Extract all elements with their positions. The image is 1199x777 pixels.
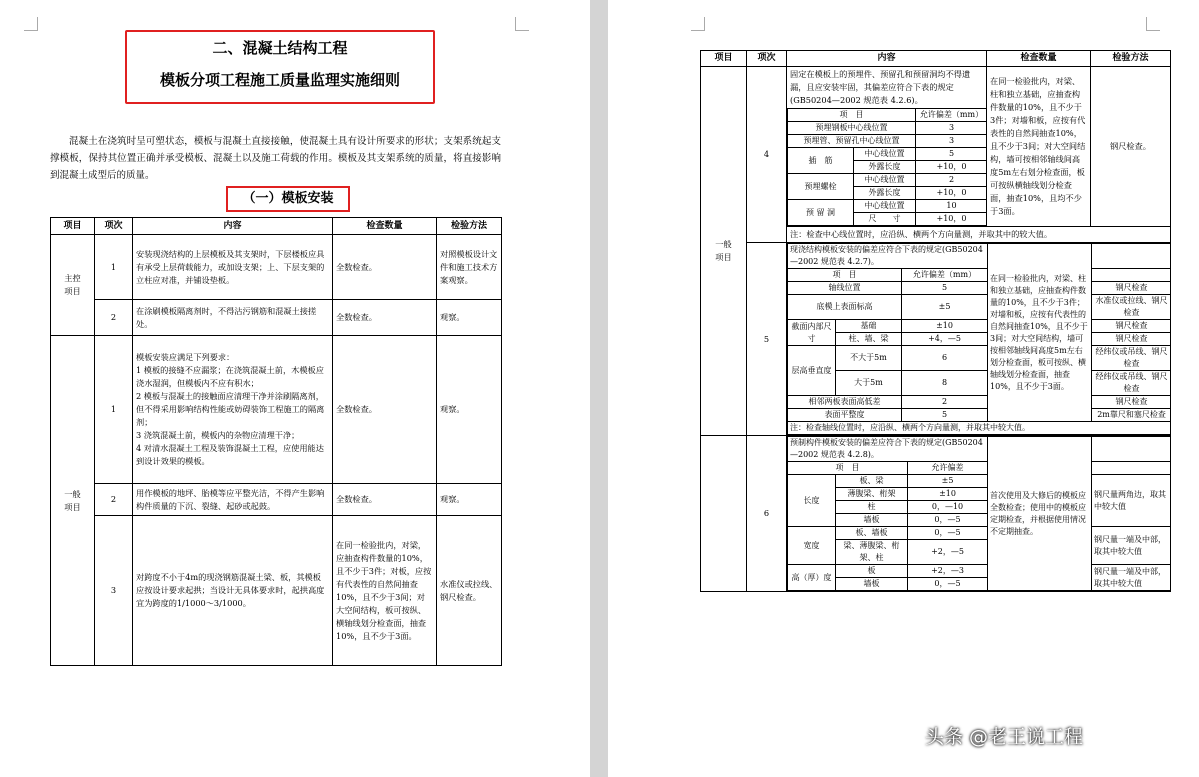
row-no: 4 <box>747 67 787 243</box>
row-no: 1 <box>95 336 133 484</box>
sub-item: 基础 <box>836 320 902 333</box>
sub-value: 3 <box>916 122 987 135</box>
table-row <box>701 67 1171 227</box>
sub-value: 3 <box>916 135 987 148</box>
sub-head: 允许偏差 <box>908 462 988 475</box>
sub-item: 中心线位置 <box>854 200 916 213</box>
sub-value: 8 <box>902 371 988 396</box>
row-method: 观察。 <box>437 336 502 484</box>
row-content: 在涂刷模板隔离剂时，不得沾污钢筋和混凝土接搓处。 <box>133 300 333 336</box>
sub-item: 板 <box>836 565 908 578</box>
sub-value: +4，—5 <box>902 333 988 346</box>
sub-item: 外露长度 <box>854 187 916 200</box>
sub-value: +2，—5 <box>908 540 988 565</box>
sub-value: 0，—10 <box>908 501 988 514</box>
row-qty: 全数检查。 <box>333 235 437 300</box>
table-row <box>51 484 502 516</box>
sub-value: 5 <box>902 282 988 295</box>
sub-item: 轴线位置 <box>788 282 902 295</box>
sub-head: 项 目 <box>788 269 902 282</box>
sub-item: 表面平整度 <box>788 409 902 422</box>
row-content: 对跨度不小于4m的现浇钢筋混凝土梁、板，其模板应按设计要求起拱；当设计无具体要求时，起拱高度宜为跨度的1/1000～3/1000。 <box>133 516 333 666</box>
sub-value: ±10 <box>908 488 988 501</box>
sub-item: 薄腹梁、桁架 <box>836 488 908 501</box>
header-qty: 检查数量 <box>987 51 1091 67</box>
title-line-1: 二、混凝土结构工程 <box>212 39 348 57</box>
crop-mark <box>1146 17 1160 31</box>
sub-value: +10，0 <box>916 187 987 200</box>
row-qty: 首次使用及大修后的模板应全数检查；使用中的模板应定期检查，并根据使用情况不定期抽查。 <box>988 437 1092 591</box>
intro-paragraph: 混凝土在浇筑时呈可塑状态，模板与混凝土直接接触，使混凝土具有设计所要求的形状；支架系统起支撑模板，保持其位置正确并承受模板、混凝土以及施工荷载的作用。模板及其支架系统的质量，将直接影响到混凝土成型后的质量。 <box>50 136 501 181</box>
sub-item: 板、梁 <box>836 475 908 488</box>
sub-value: ±5 <box>908 475 988 488</box>
formwork-deviation-table <box>700 50 1171 592</box>
sub-value: 5 <box>916 148 987 161</box>
sub-item: 中心线位置 <box>854 148 916 161</box>
group-general: 一般 项目 <box>51 336 95 666</box>
table-row <box>51 336 502 484</box>
sub-method: 钢尺量两角边，取其中较大值 <box>1092 475 1171 527</box>
sub-item: 墙板 <box>836 578 908 591</box>
row-content: 模板安装应满足下列要求： 1 模板的接缝不应漏浆；在浇筑混凝土前，木模板应浇水湿润，但模板内不应有积水； 2 模板与混凝土的接触面应清理干净并涂刷隔离剂，但不得采用影响结构性能或妨碍装饰工程施工的隔离剂； 3 浇筑混凝土前，模板内的杂物应清理干净； 4 对清水混凝土工程及装饰混凝土工程，应使用能达到设计效果的模板。 <box>133 336 333 484</box>
row-qty: 全数检查。 <box>333 484 437 516</box>
sub-item: 底模上表面标高 <box>788 295 902 320</box>
sub-method: 钢尺检查 <box>1092 396 1171 409</box>
sub-group: 层高垂直度 <box>788 346 836 396</box>
sub-head: 项 目 <box>788 462 908 475</box>
embedded-deviation-table <box>787 243 1171 435</box>
header-method: 检验方法 <box>1091 51 1171 67</box>
watermark: 头条 @老王说工程 <box>925 726 1084 748</box>
row-method: 对照模板设计文件和施工技术方案观察。 <box>437 235 502 300</box>
sub-method: 经纬仪或吊线、钢尺检查 <box>1092 371 1171 396</box>
header-content: 内容 <box>787 51 987 67</box>
row-content: 安装现浇结构的上层模板及其支架时，下层楼板应具有承受上层荷载能力，或加设支架；上、下层支架的立柱应对准，并铺设垫板。 <box>133 235 333 300</box>
sub-item: 预埋钢板中心线位置 <box>788 122 916 135</box>
row-method: 水准仪或拉线、钢尺检查。 <box>437 516 502 666</box>
sub-method: 钢尺量一端及中部，取其中较大值 <box>1092 565 1171 591</box>
row-qty: 全数检查。 <box>333 336 437 484</box>
crop-mark <box>515 17 529 31</box>
sub-group: 插 筋 <box>788 148 854 174</box>
row-method: 观察。 <box>437 300 502 336</box>
section-title: （一）模板安装 <box>226 186 350 212</box>
row-qty: 全数检查。 <box>333 300 437 336</box>
header-item: 项目 <box>701 51 747 67</box>
sub-method: 经纬仪或吊线、钢尺检查 <box>1092 346 1171 371</box>
sub-method: 钢尺量一端及中部，取其中较大值 <box>1092 527 1171 565</box>
row-content <box>787 243 1171 436</box>
sub-group: 截面内部尺寸 <box>788 320 836 346</box>
row-qty: 在同一检验批内，对梁，应抽查构件数量的10%，且不少于3件；对板，应按有代表性的自然间抽查10%，且不少于3间；对大空间结构，板可按纵、横轴线划分检查面，抽查10%，且不少于3面。 <box>333 516 437 666</box>
sub-item: 板、墙板 <box>836 527 908 540</box>
sub-method: 钢尺检查 <box>1092 333 1171 346</box>
sub-item: 预埋管、预留孔中心线位置 <box>788 135 916 148</box>
sub-method: 钢尺检查 <box>1092 320 1171 333</box>
sub-group: 长度 <box>788 475 836 527</box>
row-no: 2 <box>95 484 133 516</box>
crop-mark <box>691 17 705 31</box>
row-method: 钢尺检查。 <box>1091 67 1171 227</box>
sub-value: 2 <box>916 174 987 187</box>
group-main: 主控 项目 <box>51 235 95 336</box>
sub-value: ±10 <box>902 320 988 333</box>
document-title-box <box>125 30 435 104</box>
sub-item: 相邻两板表面高低差 <box>788 396 902 409</box>
table-row <box>51 300 502 336</box>
header-no: 项次 <box>95 218 133 235</box>
document-page-right <box>608 0 1199 777</box>
row-no: 5 <box>747 243 787 436</box>
sub-group: 高（厚）度 <box>788 565 836 591</box>
sub-item: 中心线位置 <box>854 174 916 187</box>
sub-group: 预埋螺栓 <box>788 174 854 200</box>
header-qty: 检查数量 <box>333 218 437 235</box>
table-row <box>51 516 502 666</box>
table-row <box>701 243 1171 436</box>
sub-method: 钢尺检查 <box>1092 282 1171 295</box>
crop-mark <box>24 17 38 31</box>
embedded-deviation-table <box>787 436 1171 591</box>
sub-head: 项 目 <box>788 109 916 122</box>
sub-value: +2，—3 <box>908 565 988 578</box>
document-page-left <box>0 0 590 777</box>
sub-item: 尺 寸 <box>854 213 916 226</box>
header-item: 项目 <box>51 218 95 235</box>
item-intro: 固定在模板上的预埋件、预留孔和预留洞均不得遗漏，且应安装牢固，其偏差应符合下表的规定(GB50204—2002 规范表 4.2.6)。 <box>790 69 971 105</box>
sub-value: +10，0 <box>916 161 987 174</box>
table-row <box>701 436 1171 592</box>
sub-item: 墙板 <box>836 514 908 527</box>
header-no: 项次 <box>747 51 787 67</box>
sub-method: 2m靠尺和塞尺检查 <box>1092 409 1171 422</box>
sub-item: 梁、薄腹梁、桁架、柱 <box>836 540 908 565</box>
sub-value: 0，—5 <box>908 578 988 591</box>
table-row <box>51 235 502 300</box>
sub-item: 柱、墙、梁 <box>836 333 902 346</box>
row-qty: 在同一检验批内，对梁、柱和独立基础，应抽查构件数量的10%，且不少于3件；对墙和板，应按有代表性的自然间抽查10%，且不少于3间；对大空间结构，墙可按相邻轴线间高度5m左右划分检查面，板可按纵横轴线划分检查面，抽查10%，且均不少于3面。 <box>987 67 1091 227</box>
group-general: 一般 项目 <box>701 67 747 436</box>
sub-value: 10 <box>916 200 987 213</box>
sub-value: 2 <box>902 396 988 409</box>
sub-group: 预 留 洞 <box>788 200 854 226</box>
item-intro: 现浇结构模板安装的偏差应符合下表的规定(GB50204—2002 规范表 4.2.7)。 <box>788 244 988 269</box>
row-no: 2 <box>95 300 133 336</box>
sub-value: 0，—5 <box>908 514 988 527</box>
sub-item: 不大于5m <box>836 346 902 371</box>
row-method: 观察。 <box>437 484 502 516</box>
header-method: 检验方法 <box>437 218 502 235</box>
sub-method: 水准仪或拉线、钢尺检查 <box>1092 295 1171 320</box>
header-content: 内容 <box>133 218 333 235</box>
row-content <box>787 436 1171 592</box>
row-content: 用作模板的地坪、胎模等应平整光洁，不得产生影响构件质量的下沉、裂缝、起砂或起鼓。 <box>133 484 333 516</box>
formwork-install-table <box>50 217 502 666</box>
row-note: 注：检查轴线位置时，应沿纵、横两个方向量测，并取其中较大值。 <box>788 422 1171 435</box>
sub-head: 允许偏差（mm） <box>902 269 988 282</box>
row-content <box>787 67 987 227</box>
sub-value: ±5 <box>902 295 988 320</box>
row-no: 3 <box>95 516 133 666</box>
sub-group: 宽度 <box>788 527 836 565</box>
row-note: 注：检查中心线位置时，应沿纵、横两个方向量测，并取其中的较大值。 <box>787 227 1171 243</box>
sub-head: 允许偏差（mm） <box>916 109 987 122</box>
item-intro: 预制构件模板安装的偏差应符合下表的规定(GB50204—2002 规范表 4.2.8)。 <box>788 437 988 462</box>
title-line-2: 模板分项工程施工质量监理实施细则 <box>159 71 400 89</box>
sub-item: 外露长度 <box>854 161 916 174</box>
sub-value: 0，—5 <box>908 527 988 540</box>
sub-item: 柱 <box>836 501 908 514</box>
row-no: 1 <box>95 235 133 300</box>
sub-value: 6 <box>902 346 988 371</box>
sub-value: 5 <box>902 409 988 422</box>
embedded-deviation-table <box>787 108 987 226</box>
row-no: 6 <box>747 436 787 592</box>
sub-item: 大于5m <box>836 371 902 396</box>
row-qty: 在同一检验批内，对梁、柱和独立基础，应抽查构件数量的10%，且不少于3件；对墙和板，应按有代表性的自然间抽查10%，且不少于3间；对大空间结构，墙可按相邻轴线间高度5m左右划分检查面，板可按纵、横轴线划分检查面，抽查10%，且不少于3面。 <box>988 244 1092 422</box>
sub-value: +10，0 <box>916 213 987 226</box>
